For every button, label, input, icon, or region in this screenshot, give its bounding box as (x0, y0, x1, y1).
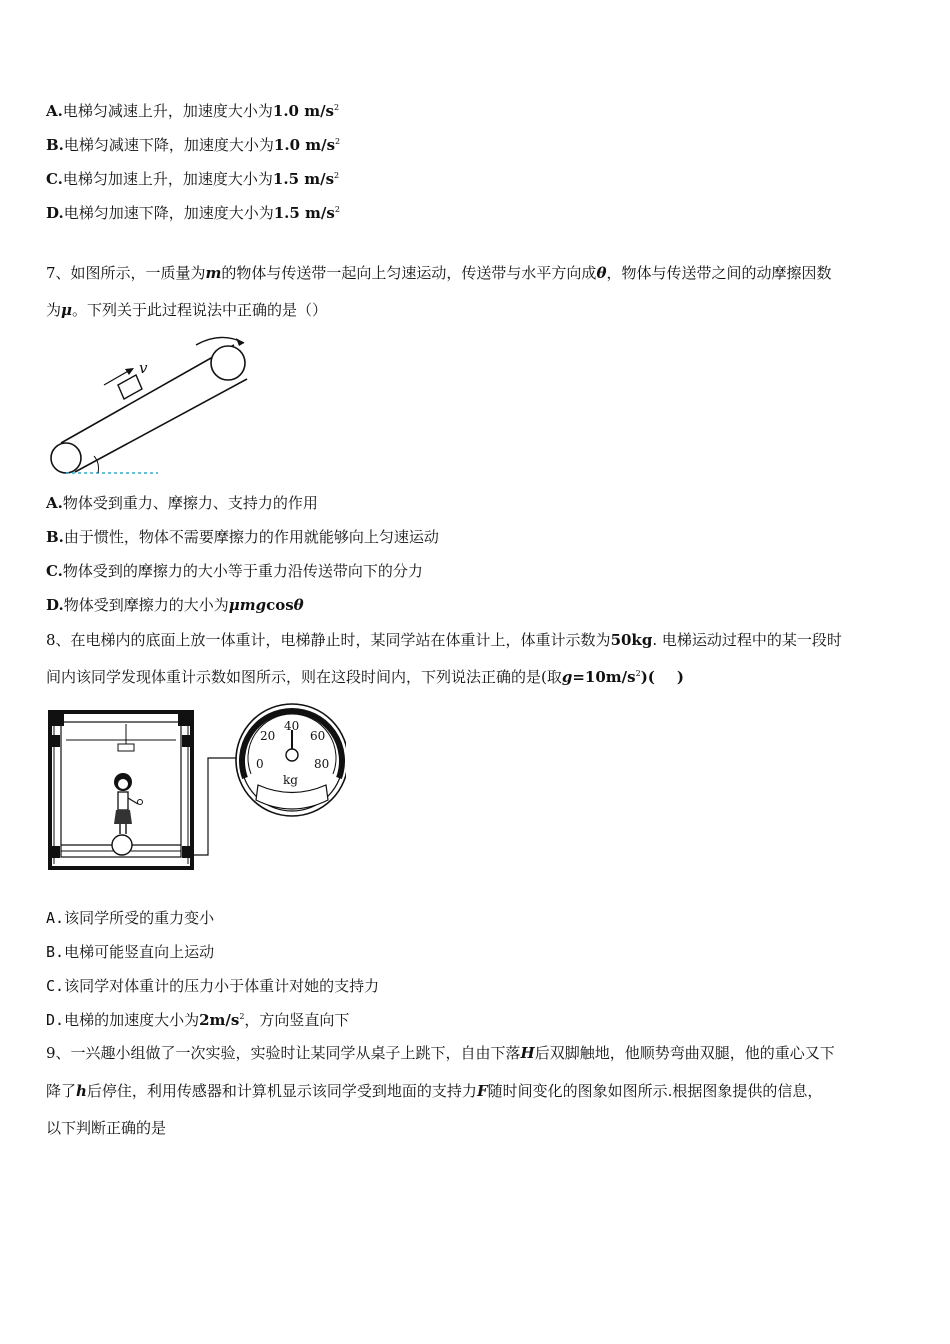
q9-stem-line1: 9、一兴趣小组做了一次实验，实验时让某同学从桌子上跳下，自由下落H后双脚触地，他顺势弯曲双腿，他的重心又下 (46, 1044, 835, 1062)
q7-option-c: C.物体受到的摩擦力的大小等于重力沿传送带向下的分力 (46, 562, 423, 580)
velocity-label: v (139, 359, 148, 377)
q6-option-a: A.电梯匀减速上升，加速度大小为1.0 $m/s^2$ (46, 102, 340, 120)
gauge-tick-60: 60 (310, 729, 326, 743)
top-roller (211, 346, 245, 380)
q7-option-a: A.物体受到重力、摩擦力、支持力的作用 (46, 494, 318, 512)
q8-option-d: D.电梯的加速度大小为$2m/s^2$，方向竖直向下 (46, 1011, 350, 1029)
q7-option-b: B.由于惯性，物体不需要摩擦力的作用就能够向上匀速运动 (46, 528, 439, 546)
gauge-tick-0: 0 (256, 757, 264, 771)
student-figure (114, 773, 143, 834)
gauge-unit: kg (283, 773, 298, 787)
q8-stem-line2: 间内该同学发现体重计示数如图所示，则在这段时间内，下列说法正确的是(取$g=10m/s^2$)( ) (46, 668, 685, 686)
q7-option-d: D.物体受到摩擦力的大小为μmgcosθ (46, 596, 304, 614)
q6-option-d: D.电梯匀加速下降，加速度大小为1.5 $m/s^2$ (46, 204, 340, 222)
scale-plate (112, 835, 132, 855)
block (118, 375, 142, 399)
gauge-tick-80: 80 (314, 757, 330, 771)
q9-stem-line2: 降了h后停住，利用传感器和计算机显示该同学受到地面的支持力F随时间变化的图象如图所示.根据图象提供的信息， (46, 1082, 823, 1100)
q6-option-c: C.电梯匀加速上升，加速度大小为1.5 $m/s^2$ (46, 170, 340, 188)
gauge-tick-20: 20 (260, 729, 276, 743)
bottom-roller (51, 443, 81, 473)
conveyor-belt-figure (46, 335, 261, 480)
q6-option-b: B.电梯匀减速下降，加速度大小为1.0 $m/s^2$ (46, 136, 341, 154)
q7-stem-line1: 7、如图所示，一质量为m的物体与传送带一起向上匀速运动，传送带与水平方向成θ，物体与传送带之间的动摩擦因数 (46, 264, 832, 282)
q8-stem-line1: 8、在电梯内的底面上放一体重计，电梯静止时，某同学站在体重计上，体重计示数为50kg. 电梯运动过程中的某一段时 (46, 631, 842, 649)
q8-option-c: C.该同学对体重计的压力小于体重计对她的支持力 (46, 977, 380, 995)
q8-option-a: A.该同学所受的重力变小 (46, 909, 215, 927)
elevator-scale-figure (46, 700, 346, 872)
scale-gauge (236, 704, 346, 816)
q9-stem-line3: 以下判断正确的是 (46, 1119, 167, 1137)
q7-stem-line2: 为μ。下列关于此过程说法中正确的是（） (46, 301, 328, 319)
q8-option-b: B.电梯可能竖直向上运动 (46, 943, 215, 961)
gauge-tick-40: 40 (284, 719, 300, 733)
